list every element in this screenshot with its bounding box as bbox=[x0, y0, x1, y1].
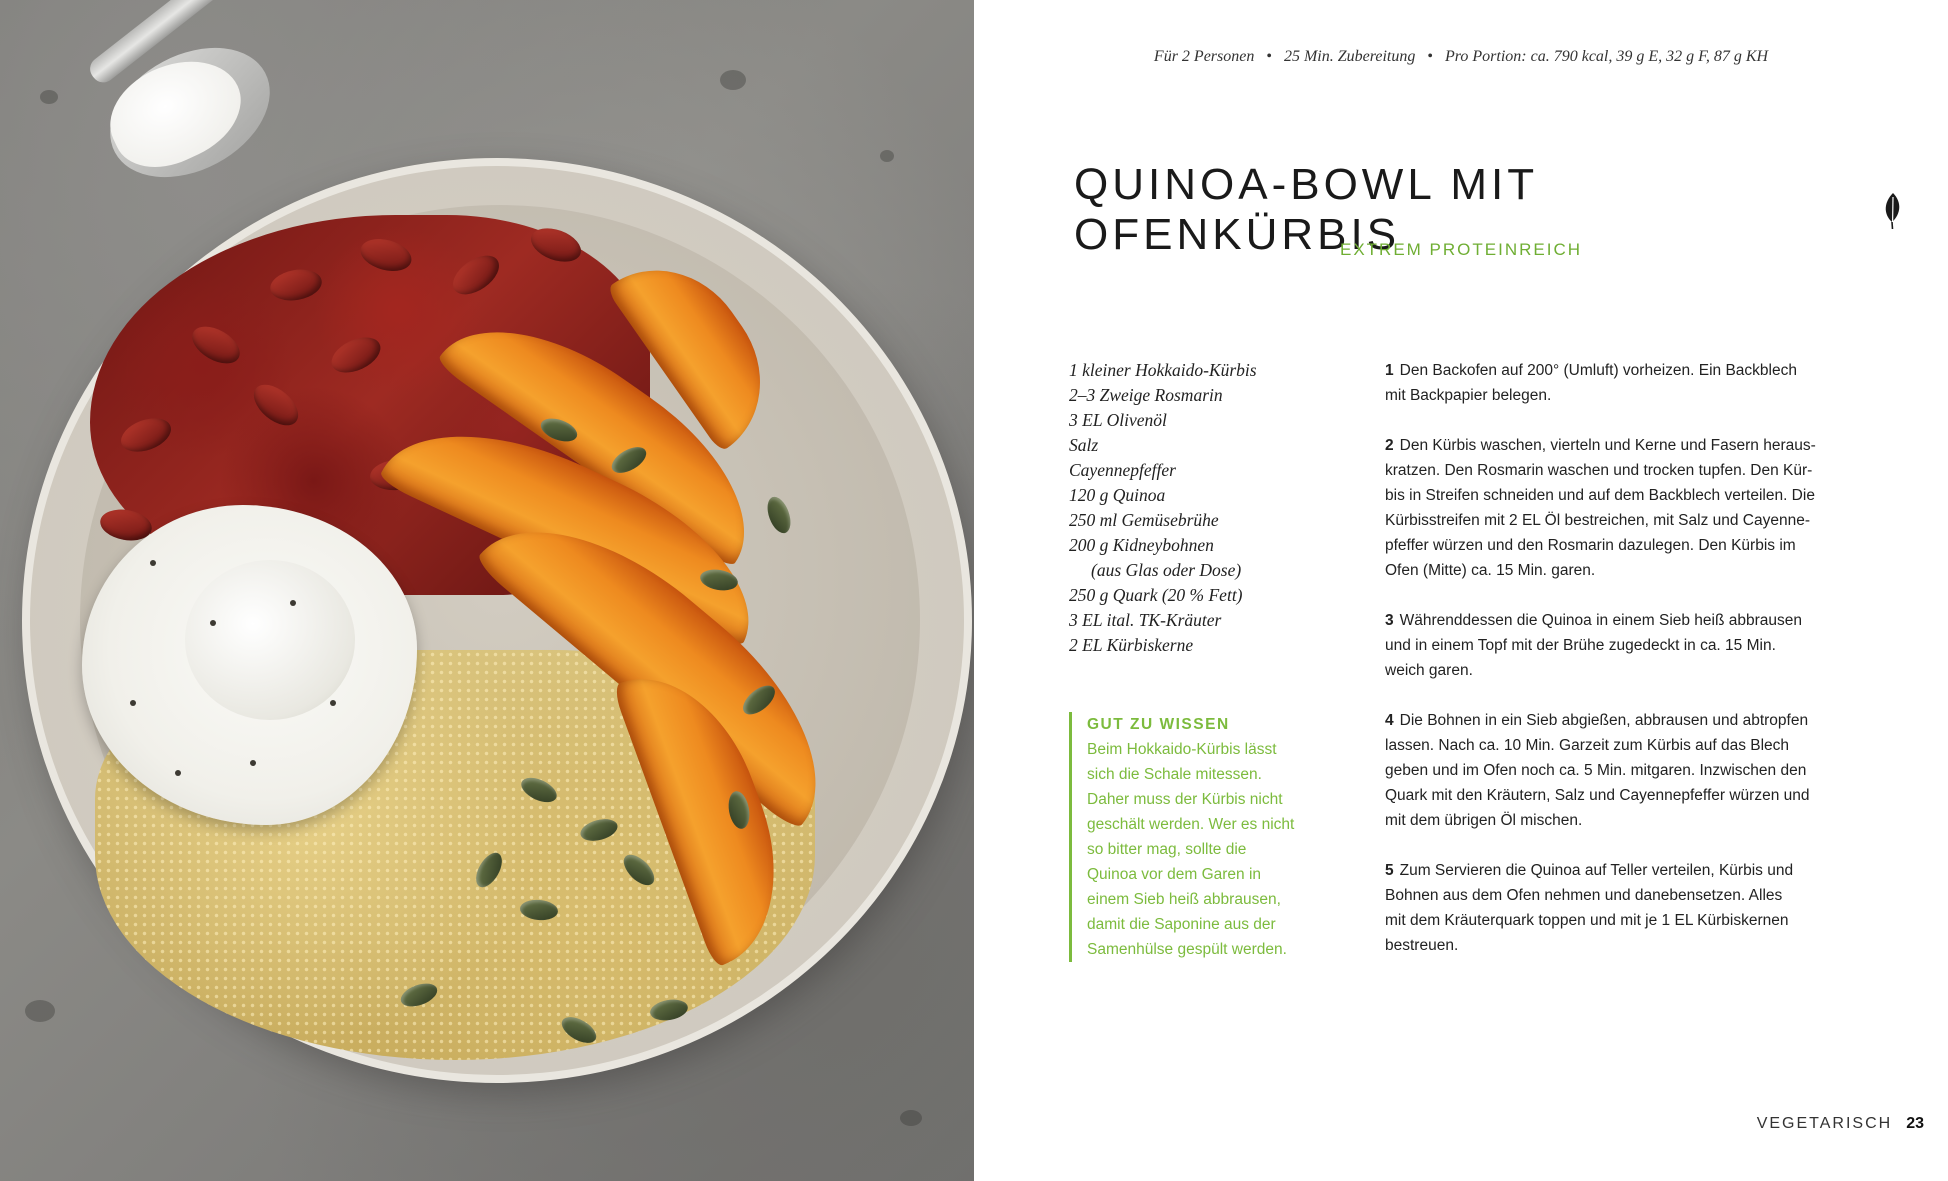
surface-speck bbox=[900, 1110, 922, 1126]
step-line: Ofen (Mitte) ca. 15 Min. garen. bbox=[1385, 562, 1596, 579]
section-label: VEGETARISCH bbox=[1756, 1115, 1893, 1132]
herb-fleck bbox=[290, 600, 296, 606]
step-line: lassen. Nach ca. 10 Min. Garzeit zum Kürbis auf das Blech bbox=[1385, 737, 1790, 754]
step-2 bbox=[1385, 433, 1895, 583]
step-line: Bohnen aus dem Ofen nehmen und danebensetzen. Alles bbox=[1385, 887, 1783, 904]
ingredient-item: 250 ml Gemüsebrühe bbox=[1069, 510, 1219, 530]
surface-speck bbox=[25, 1000, 55, 1022]
step-3 bbox=[1385, 608, 1895, 683]
tip-line: einem Sieb heiß abbrausen, bbox=[1087, 891, 1281, 908]
ingredient-item: 200 g Kidneybohnen bbox=[1069, 535, 1214, 555]
leaf-icon bbox=[1882, 191, 1904, 229]
meta-separator: • bbox=[1266, 48, 1272, 65]
ingredient-item: Salz bbox=[1069, 435, 1099, 455]
herb-quark-swirl bbox=[185, 560, 355, 720]
nutrition-info: Pro Portion: ca. 790 kcal, 39 g E, 32 g F, 87 g KH bbox=[1444, 48, 1769, 65]
tip-line: damit die Saponine aus der bbox=[1087, 916, 1276, 933]
step-line: weich garen. bbox=[1385, 662, 1473, 679]
step-line bbox=[1385, 358, 1895, 383]
step-line: und in einem Topf mit der Brühe zugedeckt in ca. 15 Min. bbox=[1385, 637, 1776, 654]
step-5 bbox=[1385, 858, 1895, 958]
ingredient-item: Cayennepfeffer bbox=[1069, 460, 1176, 480]
step-number: 2 bbox=[1385, 437, 1394, 454]
ingredient-item: 2–3 Zweige Rosmarin bbox=[1069, 385, 1223, 405]
ingredient-item: 3 EL ital. TK-Kräuter bbox=[1069, 610, 1222, 630]
step-line: pfeffer würzen und den Rosmarin dazulegen. Den Kürbis im bbox=[1385, 537, 1796, 554]
herb-fleck bbox=[130, 700, 136, 706]
step-line: Quark mit den Kräutern, Salz und Cayennepfeffer würzen und bbox=[1385, 787, 1810, 804]
herb-fleck bbox=[250, 760, 256, 766]
ingredient-item: 1 kleiner Hokkaido-Kürbis bbox=[1069, 360, 1257, 380]
step-text: Den Backofen auf 200° (Umluft) vorheizen. Ein Backblech bbox=[1399, 362, 1797, 379]
step-number: 1 bbox=[1385, 362, 1394, 379]
ingredient-note: (aus Glas oder Dose) bbox=[1091, 560, 1242, 580]
step-line bbox=[1385, 608, 1895, 633]
prep-time: 25 Min. Zubereitung bbox=[1283, 48, 1416, 65]
step-number: 4 bbox=[1385, 712, 1394, 729]
surface-speck bbox=[880, 150, 894, 162]
step-1 bbox=[1385, 358, 1895, 408]
tip-line: sich die Schale mitessen. bbox=[1087, 766, 1262, 783]
tip-body bbox=[1087, 737, 1329, 962]
surface-speck bbox=[40, 90, 58, 104]
step-text: Die Bohnen in ein Sieb abgießen, abbrausen und abtropfen bbox=[1399, 712, 1809, 729]
step-line: geben und im Ofen noch ca. 5 Min. mitgaren. Inzwischen den bbox=[1385, 762, 1807, 779]
instruction-steps bbox=[1385, 358, 1895, 983]
step-line: bestreuen. bbox=[1385, 937, 1459, 954]
step-line bbox=[1385, 433, 1895, 458]
step-line: kratzen. Den Rosmarin waschen und trocken tupfen. Den Kür- bbox=[1385, 462, 1813, 479]
ingredient-item: 3 EL Olivenöl bbox=[1069, 410, 1167, 430]
step-line: mit Backpapier belegen. bbox=[1385, 387, 1552, 404]
page-number: 23 bbox=[1906, 1115, 1924, 1132]
herb-fleck bbox=[175, 770, 181, 776]
ingredient-item: 250 g Quark (20 % Fett) bbox=[1069, 585, 1243, 605]
step-line: mit dem übrigen Öl mischen. bbox=[1385, 812, 1583, 829]
step-text: Zum Servieren die Quinoa auf Teller verteilen, Kürbis und bbox=[1399, 862, 1794, 879]
step-line: bis in Streifen schneiden und auf dem Backblech verteilen. Die bbox=[1385, 487, 1815, 504]
step-number: 5 bbox=[1385, 862, 1394, 879]
herb-fleck bbox=[330, 700, 336, 706]
step-text: Währenddessen die Quinoa in einem Sieb heiß abbrausen bbox=[1399, 612, 1803, 629]
tip-line: Beim Hokkaido-Kürbis lässt bbox=[1087, 741, 1277, 758]
tip-line: so bitter mag, sollte die bbox=[1087, 841, 1247, 858]
page-footer bbox=[1757, 1115, 1924, 1133]
tip-line: Quinoa vor dem Garen in bbox=[1087, 866, 1262, 883]
meta-separator: • bbox=[1427, 48, 1433, 65]
step-number: 3 bbox=[1385, 612, 1394, 629]
step-line: mit dem Kräuterquark toppen und mit je 1 EL Kürbiskernen bbox=[1385, 912, 1789, 929]
ingredient-item: 120 g Quinoa bbox=[1069, 485, 1166, 505]
step-line: Kürbisstreifen mit 2 EL Öl bestreichen, mit Salz und Cayenne- bbox=[1385, 512, 1811, 529]
step-text: Den Kürbis waschen, vierteln und Kerne und Fasern heraus- bbox=[1399, 437, 1816, 454]
herb-fleck bbox=[210, 620, 216, 626]
ingredient-item: 2 EL Kürbiskerne bbox=[1069, 635, 1194, 655]
surface-speck bbox=[720, 70, 746, 90]
recipe-meta bbox=[974, 48, 1948, 66]
tip-box bbox=[1069, 712, 1329, 962]
tip-line: geschält werden. Wer es nicht bbox=[1087, 816, 1295, 833]
recipe-title-text: QUINOA-BOWL MIT OFENKÜRBIS bbox=[1074, 160, 1538, 259]
ingredient-list bbox=[1069, 358, 1349, 658]
recipe-page bbox=[974, 0, 1948, 1181]
step-4 bbox=[1385, 708, 1895, 833]
tip-line: Daher muss der Kürbis nicht bbox=[1087, 791, 1283, 808]
tip-heading: GUT ZU WISSEN bbox=[1087, 716, 1230, 733]
tip-line: Samenhülse gespült werden. bbox=[1087, 941, 1287, 958]
step-line bbox=[1385, 858, 1895, 883]
servings: Für 2 Personen bbox=[1153, 48, 1255, 65]
herb-fleck bbox=[150, 560, 156, 566]
recipe-subtitle: EXTREM PROTEINREICH bbox=[1339, 240, 1583, 259]
step-line bbox=[1385, 708, 1895, 733]
